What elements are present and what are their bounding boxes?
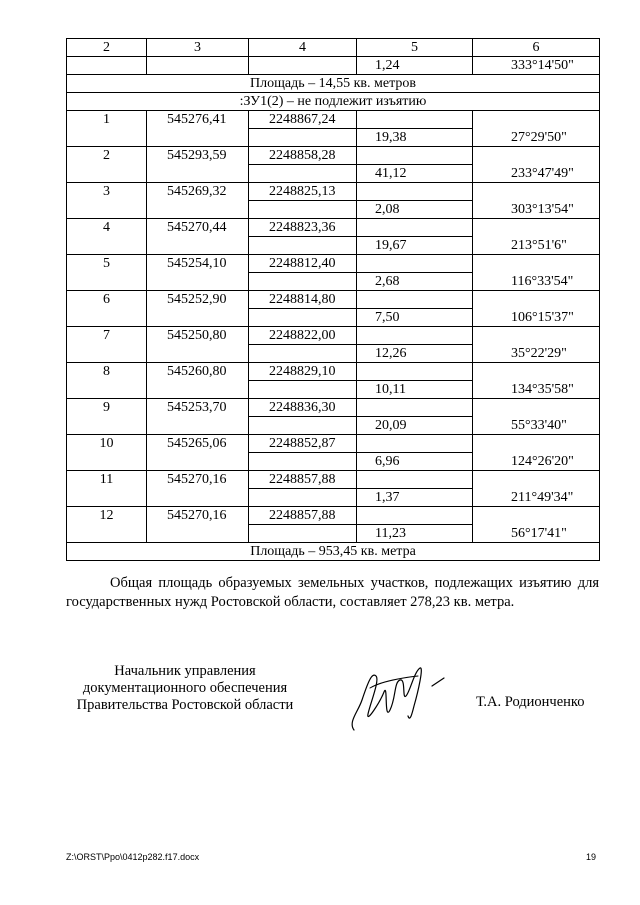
x-coordinate-cell: 545276,41	[147, 111, 249, 129]
header-cell: 6	[473, 39, 600, 57]
summary-paragraph: Общая площадь образуемых земельных участков, подлежащих изъятию для государственных нужд Ростовской области, составляет 278,23 кв. метра.	[66, 575, 599, 610]
header-cell: 3	[147, 39, 249, 57]
x-coordinate-cell: 545293,59	[147, 147, 249, 165]
area-row	[67, 75, 600, 93]
x-coordinate-cell: 545254,10	[147, 255, 249, 273]
signatory-title-line: Правительства Ростовской области	[76, 697, 294, 713]
table-row	[67, 201, 600, 219]
angle-cell: 134°35'58"	[473, 381, 600, 399]
table-row	[67, 345, 600, 363]
x-coordinate-cell: 545250,80	[147, 327, 249, 345]
angle-cell: 333°14'50"	[473, 57, 600, 75]
length-cell: 2,68	[357, 273, 473, 291]
table-row	[67, 255, 600, 273]
y-coordinate-cell: 2248836,30	[249, 399, 357, 417]
table-row	[67, 165, 600, 183]
angle-cell: 35°22'29"	[473, 345, 600, 363]
y-coordinate-cell: 2248812,40	[249, 255, 357, 273]
angle-cell: 116°33'54"	[473, 273, 600, 291]
handwritten-signature	[340, 652, 460, 734]
x-coordinate-cell: 545253,70	[147, 399, 249, 417]
length-cell: 11,23	[357, 525, 473, 543]
angle-cell: 124°26'20"	[473, 453, 600, 471]
table-row	[67, 273, 600, 291]
table-row	[67, 291, 600, 309]
table-row	[67, 453, 600, 471]
table-row	[67, 525, 600, 543]
table-row	[67, 237, 600, 255]
table-row	[67, 219, 600, 237]
x-coordinate-cell: 545252,90	[147, 291, 249, 309]
table-row	[67, 381, 600, 399]
x-coordinate-cell: 545260,80	[147, 363, 249, 381]
y-coordinate-cell: 2248852,87	[249, 435, 357, 453]
point-number-cell: 5	[67, 255, 147, 273]
angle-cell: 213°51'6"	[473, 237, 600, 255]
signatory-title-line: Начальник управления	[114, 663, 256, 679]
angle-cell: 27°29'50"	[473, 129, 600, 147]
y-coordinate-cell: 2248822,00	[249, 327, 357, 345]
point-number-cell: 8	[67, 363, 147, 381]
x-coordinate-cell: 545269,32	[147, 183, 249, 201]
y-coordinate-cell: 2248829,10	[249, 363, 357, 381]
y-coordinate-cell: 2248867,24	[249, 111, 357, 129]
table-row	[67, 129, 600, 147]
table-row	[67, 363, 600, 381]
area-label: Площадь – 14,55 кв. метров	[67, 75, 600, 93]
table-row	[67, 435, 600, 453]
y-coordinate-cell: 2248858,28	[249, 147, 357, 165]
point-number-cell: 9	[67, 399, 147, 417]
x-coordinate-cell: 545270,16	[147, 471, 249, 489]
table-row	[67, 489, 600, 507]
table-row	[67, 309, 600, 327]
header-cell: 5	[357, 39, 473, 57]
point-number-cell: 6	[67, 291, 147, 309]
point-number-cell: 11	[67, 471, 147, 489]
section-row	[67, 93, 600, 111]
angle-cell: 233°47'49"	[473, 165, 600, 183]
y-coordinate-cell: 2248814,80	[249, 291, 357, 309]
y-coordinate-cell: 2248857,88	[249, 471, 357, 489]
section-label: :ЗУ1(2) – не подлежит изъятию	[67, 93, 600, 111]
header-cell: 2	[67, 39, 147, 57]
point-number-cell: 10	[67, 435, 147, 453]
angle-cell: 56°17'41"	[473, 525, 600, 543]
length-cell: 19,38	[357, 129, 473, 147]
x-coordinate-cell: 545265,06	[147, 435, 249, 453]
coordinates-table	[66, 38, 600, 561]
point-number-cell: 1	[67, 111, 147, 129]
table-row	[67, 111, 600, 129]
y-coordinate-cell: 2248825,13	[249, 183, 357, 201]
table-row	[67, 183, 600, 201]
point-number-cell: 2	[67, 147, 147, 165]
header-cell: 4	[249, 39, 357, 57]
length-cell: 41,12	[357, 165, 473, 183]
point-number-cell: 3	[67, 183, 147, 201]
footer-file-path: Z:\ORST\Ppo\0412p282.f17.docx	[66, 852, 200, 862]
length-cell: 1,37	[357, 489, 473, 507]
area-label: Площадь – 953,45 кв. метра	[67, 543, 600, 561]
x-coordinate-cell: 545270,16	[147, 507, 249, 525]
length-cell: 7,50	[357, 309, 473, 327]
table-row	[67, 57, 600, 75]
table-row	[67, 417, 600, 435]
point-number-cell: 12	[67, 507, 147, 525]
table-header-row	[67, 39, 600, 57]
table-row	[67, 399, 600, 417]
y-coordinate-cell: 2248823,36	[249, 219, 357, 237]
table-row	[67, 147, 600, 165]
table-row	[67, 327, 600, 345]
length-cell: 2,08	[357, 201, 473, 219]
angle-cell: 106°15'37"	[473, 309, 600, 327]
length-cell: 6,96	[357, 453, 473, 471]
length-cell: 20,09	[357, 417, 473, 435]
coordinates-table-body	[67, 39, 600, 561]
area-row	[67, 543, 600, 561]
angle-cell: 55°33'40"	[473, 417, 600, 435]
page-number: 19	[586, 852, 597, 862]
table-row	[67, 507, 600, 525]
y-coordinate-cell: 2248857,88	[249, 507, 357, 525]
length-cell: 10,11	[357, 381, 473, 399]
angle-cell: 211°49'34"	[473, 489, 600, 507]
signer-name: Т.А. Родионченко	[476, 694, 585, 710]
length-cell: 19,67	[357, 237, 473, 255]
length-cell: 1,24	[357, 57, 473, 75]
length-cell: 12,26	[357, 345, 473, 363]
point-number-cell: 4	[67, 219, 147, 237]
x-coordinate-cell: 545270,44	[147, 219, 249, 237]
point-number-cell: 7	[67, 327, 147, 345]
signatory-title-line: документационного обеспечения	[82, 680, 288, 696]
angle-cell: 303°13'54"	[473, 201, 600, 219]
table-row	[67, 471, 600, 489]
